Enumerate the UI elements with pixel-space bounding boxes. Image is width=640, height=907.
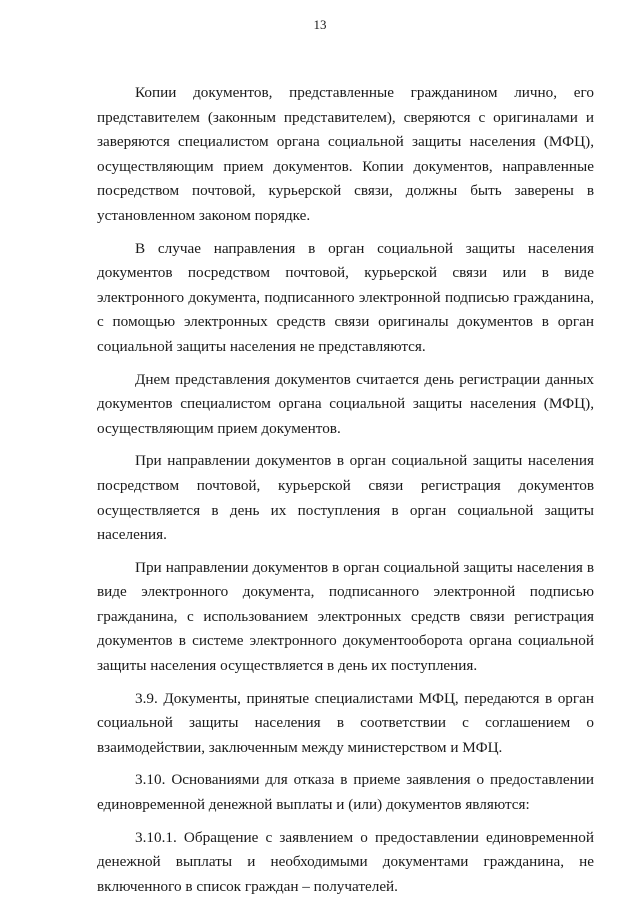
paragraph: 3.9. Документы, принятые специалистами МФЦ, передаются в орган социальной защиты населения в соответствии с соглашением о взаимодействии, заключенным между министерством и МФЦ. — [97, 689, 594, 756]
paragraph: 3.10. Основаниями для отказа в приеме заявления о предоставлении единовременной денежной выплаты и (или) документов являются: — [97, 771, 594, 814]
paragraph: При направлении документов в орган социальной защиты населения в виде электронного документа, подписанного электронной подписью гражданина, с использованием электронных средств связи регистрация документов в системе электронного документооборота органа социальной защиты населения осуществляется в день их поступления. — [97, 558, 594, 675]
page-number: 13 — [313, 17, 327, 32]
document-body — [97, 81, 594, 907]
paragraph: Днем представления документов считается день регистрации данных документов специалистом органа социальной защиты населения (МФЦ), осуществляющим прием документов. — [97, 370, 594, 437]
paragraph: 3.10.1. Обращение с заявлением о предоставлении единовременной денежной выплаты и необходимыми документами гражданина, не включенного в список граждан – получателей. — [97, 828, 594, 895]
paragraph: При направлении документов в орган социальной защиты населения посредством почтовой, курьерской связи регистрация документов осуществляется в день их поступления в орган социальной защиты населения. — [97, 452, 594, 544]
paragraph: Копии документов, представленные гражданином лично, его представителем (законным представителем), сверяются с оригиналами и заверяются специалистом органа социальной защиты населения (МФЦ), осуществляющим прием документов. Копии документов, направленные посредством почтовой, курьерской связи, должны быть заверены в установленном законом порядке. — [97, 84, 594, 224]
paragraph: В случае направления в орган социальной защиты населения документов посредством почтовой, курьерской связи или в виде электронного документа, подписанного электронной подписью гражданина, с помощью электронных средств связи оригиналы документов в орган социальной защиты населения не представляются. — [97, 239, 594, 355]
